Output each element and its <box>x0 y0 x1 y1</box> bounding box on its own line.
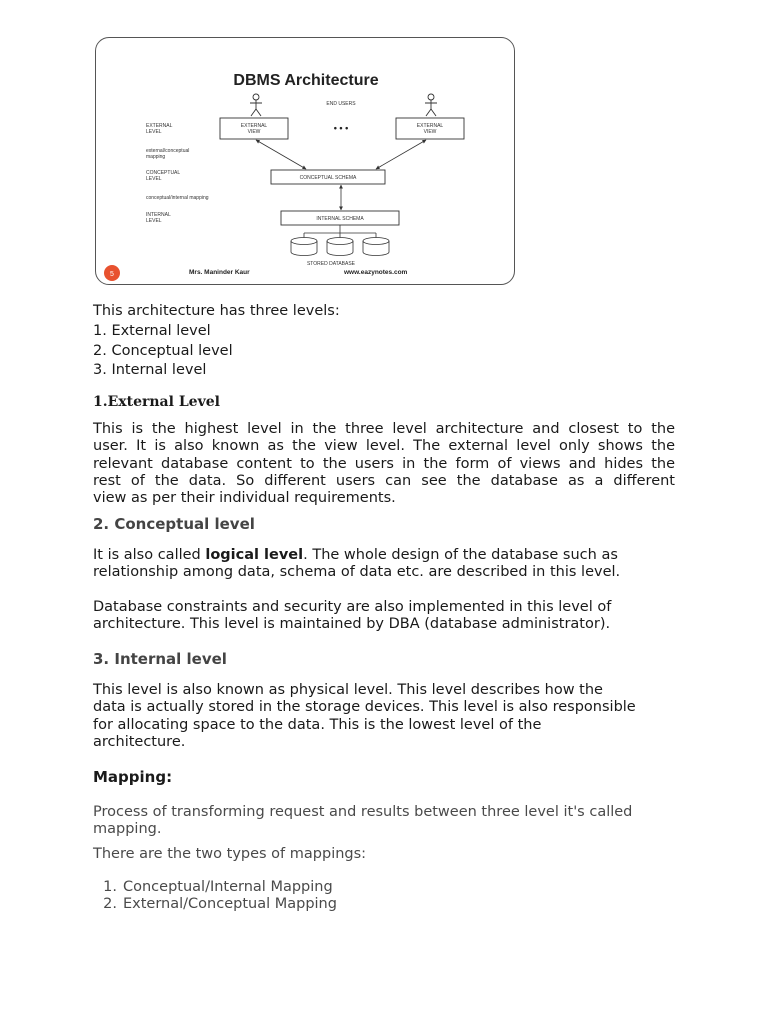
slide-number: 5 <box>110 271 114 278</box>
architecture-diagram <box>96 38 515 285</box>
external-level-label-1: EXTERNAL <box>146 123 173 129</box>
text-run: It is also called <box>93 547 206 563</box>
paragraph-line: rest of the data. So different users can see the database as a different <box>93 472 675 489</box>
mapping-heading: Mapping: <box>93 768 173 786</box>
conceptual-level-heading: 2. Conceptual level <box>93 515 255 533</box>
internal-level-label-1: INTERNAL <box>146 212 171 218</box>
conceptual-level-paragraph-2 <box>93 599 675 634</box>
paragraph-line: mapping. <box>93 821 162 838</box>
figure-title: DBMS Architecture <box>233 72 379 89</box>
internal-schema-label: INTERNAL SCHEMA <box>316 216 364 222</box>
conceptual-level-paragraph-1 <box>93 547 675 582</box>
paragraph-line: architecture. <box>93 733 186 750</box>
conc-int-mapping-label: conceptual/internal mapping <box>146 195 209 201</box>
paragraph-line <box>93 547 675 564</box>
logical-level-term: logical level <box>205 547 304 563</box>
paragraph-line: Database constraints and security are also implemented in this level of <box>93 599 612 615</box>
mapping-types-lead: There are the two types of mappings: <box>93 846 367 862</box>
paragraph-line: This is the highest level in the three level architecture and closest to the <box>93 421 675 437</box>
ext-conc-mapping-label-1: external/conceptual <box>146 148 190 154</box>
intro-item: 1. External level <box>93 322 211 339</box>
external-view-right-label-1: EXTERNAL <box>416 123 444 129</box>
website-label: www.eazynotes.com <box>344 269 408 276</box>
paragraph-line: relationship among data, schema of data etc. are described in this level. <box>93 564 621 581</box>
paragraph-line: user. It is also known as the view level. The external level only shows the <box>93 438 675 455</box>
database-disk-icon <box>327 238 353 256</box>
external-view-right-label-2: VIEW <box>423 129 437 135</box>
internal-level-heading: 3. Internal level <box>93 650 227 668</box>
list-item <box>93 879 675 896</box>
intro-item: 3. Internal level <box>93 362 207 379</box>
storage-connectors <box>304 225 376 238</box>
conceptual-level-label-2: LEVEL <box>146 176 162 182</box>
internal-level-paragraph <box>93 682 675 751</box>
database-disk-icon <box>363 238 389 256</box>
dbms-architecture-figure <box>95 37 515 285</box>
intro-section <box>93 302 675 381</box>
external-level-label-2: LEVEL <box>146 129 162 135</box>
list-label: External/Conceptual Mapping <box>123 896 337 913</box>
external-view-left-label-2: VIEW <box>247 129 261 135</box>
intro-lead: This architecture has three levels: <box>93 303 340 319</box>
database-disk-icon <box>291 238 317 256</box>
ellipsis: • • • <box>333 123 349 133</box>
list-item <box>93 896 675 913</box>
user-right-icon <box>425 94 437 116</box>
external-level-heading: 1.External Level <box>93 394 220 410</box>
internal-level-label-2: LEVEL <box>146 218 162 224</box>
paragraph-line: view as per their individual requirements. <box>93 490 396 507</box>
paragraph-line: relevant database content to the users in the form of views and hides the <box>93 455 675 472</box>
paragraph-line: This level is also known as physical level. This level describes how the <box>93 682 603 698</box>
list-label: Conceptual/Internal Mapping <box>123 879 333 895</box>
list-number: 1. <box>103 879 117 895</box>
ext-left-to-conceptual-arrow <box>256 140 306 169</box>
mapping-description <box>93 804 675 839</box>
paragraph-line: data is actually stored in the storage devices. This level is also responsible <box>93 699 636 716</box>
conceptual-level-label-1: CONCEPTUAL <box>146 170 181 176</box>
paragraph-line: architecture. This level is maintained by DBA (database administrator). <box>93 616 611 633</box>
conceptual-schema-label: CONCEPTUAL SCHEMA <box>299 175 357 181</box>
ext-conc-mapping-label-2: mapping <box>146 154 166 160</box>
ext-right-to-conceptual-arrow <box>376 140 426 169</box>
external-level-paragraph <box>93 421 675 507</box>
external-view-left-label-1: EXTERNAL <box>240 123 268 129</box>
paragraph-line: Process of transforming request and results between three level it's called <box>93 804 633 820</box>
list-number: 2. <box>103 896 117 913</box>
mapping-types-list <box>93 879 675 914</box>
text-run: . The whole design of the database such as <box>303 547 618 563</box>
end-users-label: END USERS <box>326 101 356 107</box>
paragraph-line: for allocating space to the data. This is the lowest level of the <box>93 716 542 733</box>
stored-database-label: STORED DATABASE <box>306 261 356 267</box>
intro-item: 2. Conceptual level <box>93 342 233 359</box>
author-label: Mrs. Maninder Kaur <box>189 269 250 276</box>
user-left-icon <box>250 94 262 116</box>
